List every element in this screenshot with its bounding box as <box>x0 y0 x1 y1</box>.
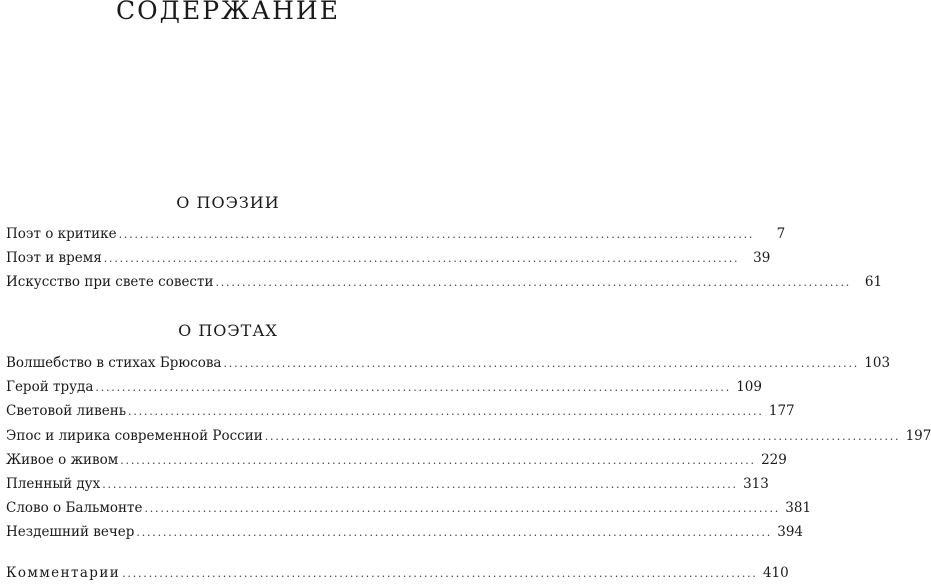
toc-leader-dots: ........................................................................................................................ <box>215 276 852 290</box>
toc-list-comments <box>6 563 789 587</box>
toc-leader-dots: ........................................................................................................................ <box>223 357 860 370</box>
section-heading-poetry: О ПОЭЗИИ <box>176 193 280 212</box>
toc-leader-dots: ........................................................................................................................ <box>103 252 740 266</box>
toc-entry-page: 394 <box>777 524 804 541</box>
toc-entry-page: 177 <box>768 403 795 420</box>
toc-leader-dots: ........................................................................................................................ <box>122 567 758 580</box>
toc-entry-title: Поэт и время <box>6 250 102 267</box>
toc-entry-page: 410 <box>762 565 789 581</box>
toc-entry-title: Живое о живом <box>6 451 119 468</box>
toc-entry-page: 7 <box>776 226 786 242</box>
toc-leader-dots: ........................................................................................................................ <box>102 477 738 491</box>
toc-leader-dots: ........................................................................................................................ <box>136 526 773 540</box>
toc-entry-page: 229 <box>761 451 787 468</box>
toc-entry-title: Комментарии <box>6 565 121 581</box>
toc-entry-title: Нездешний вечер <box>6 524 135 541</box>
toc-entry-page: 109 <box>736 379 762 396</box>
toc-leader-dots: ........................................................................................................................ <box>120 453 756 467</box>
toc-entry-title: Поэт о критике <box>6 226 117 242</box>
toc-entry[interactable] <box>6 353 891 377</box>
toc-entry[interactable] <box>6 498 812 522</box>
toc-entry-page: 103 <box>864 355 891 371</box>
toc-entry[interactable] <box>6 474 769 498</box>
toc-entry-page: 39 <box>753 250 771 267</box>
toc-entry[interactable] <box>6 450 787 474</box>
toc-entry[interactable] <box>6 426 931 450</box>
toc-list-poetry <box>6 224 883 297</box>
toc-entry-title: Герой труда <box>6 379 94 396</box>
toc-entry-title: Волшебство в стихах Брюсова <box>6 355 222 371</box>
toc-entry-page: 197 <box>905 427 931 444</box>
toc-leader-dots: ........................................................................................................................ <box>264 429 901 443</box>
page-title: СОДЕРЖАНИЕ <box>116 0 340 25</box>
toc-entry[interactable] <box>6 224 786 248</box>
toc-entry-title: Слово о Бальмонте <box>6 500 143 517</box>
toc-entry[interactable] <box>6 522 804 546</box>
toc-list-poets <box>6 353 931 547</box>
toc-entry[interactable] <box>6 248 771 272</box>
toc-entry-title: Искусство при свете совести <box>6 274 214 291</box>
section-heading-poets: О ПОЭТАХ <box>178 321 278 340</box>
toc-entry-title: Пленный дух <box>6 475 101 492</box>
toc-entry-title: Световой ливень <box>6 403 127 420</box>
toc-entry-page: 313 <box>743 475 769 492</box>
toc-leader-dots: ........................................................................................................................ <box>95 381 731 395</box>
toc-entry-title: Эпос и лирика современной России <box>6 427 263 444</box>
toc-leader-dots: ........................................................................................................................ <box>128 405 764 419</box>
toc-leader-dots: ........................................................................................................................ <box>144 502 781 516</box>
toc-entry[interactable] <box>6 377 762 401</box>
toc-leader-dots: ........................................................................................................................ <box>118 228 755 241</box>
toc-entry[interactable] <box>6 401 795 425</box>
toc-entry[interactable] <box>6 272 883 296</box>
toc-entry-page: 381 <box>785 500 812 517</box>
toc-entry-comments[interactable] <box>6 563 789 587</box>
toc-entry-page: 61 <box>864 274 883 291</box>
